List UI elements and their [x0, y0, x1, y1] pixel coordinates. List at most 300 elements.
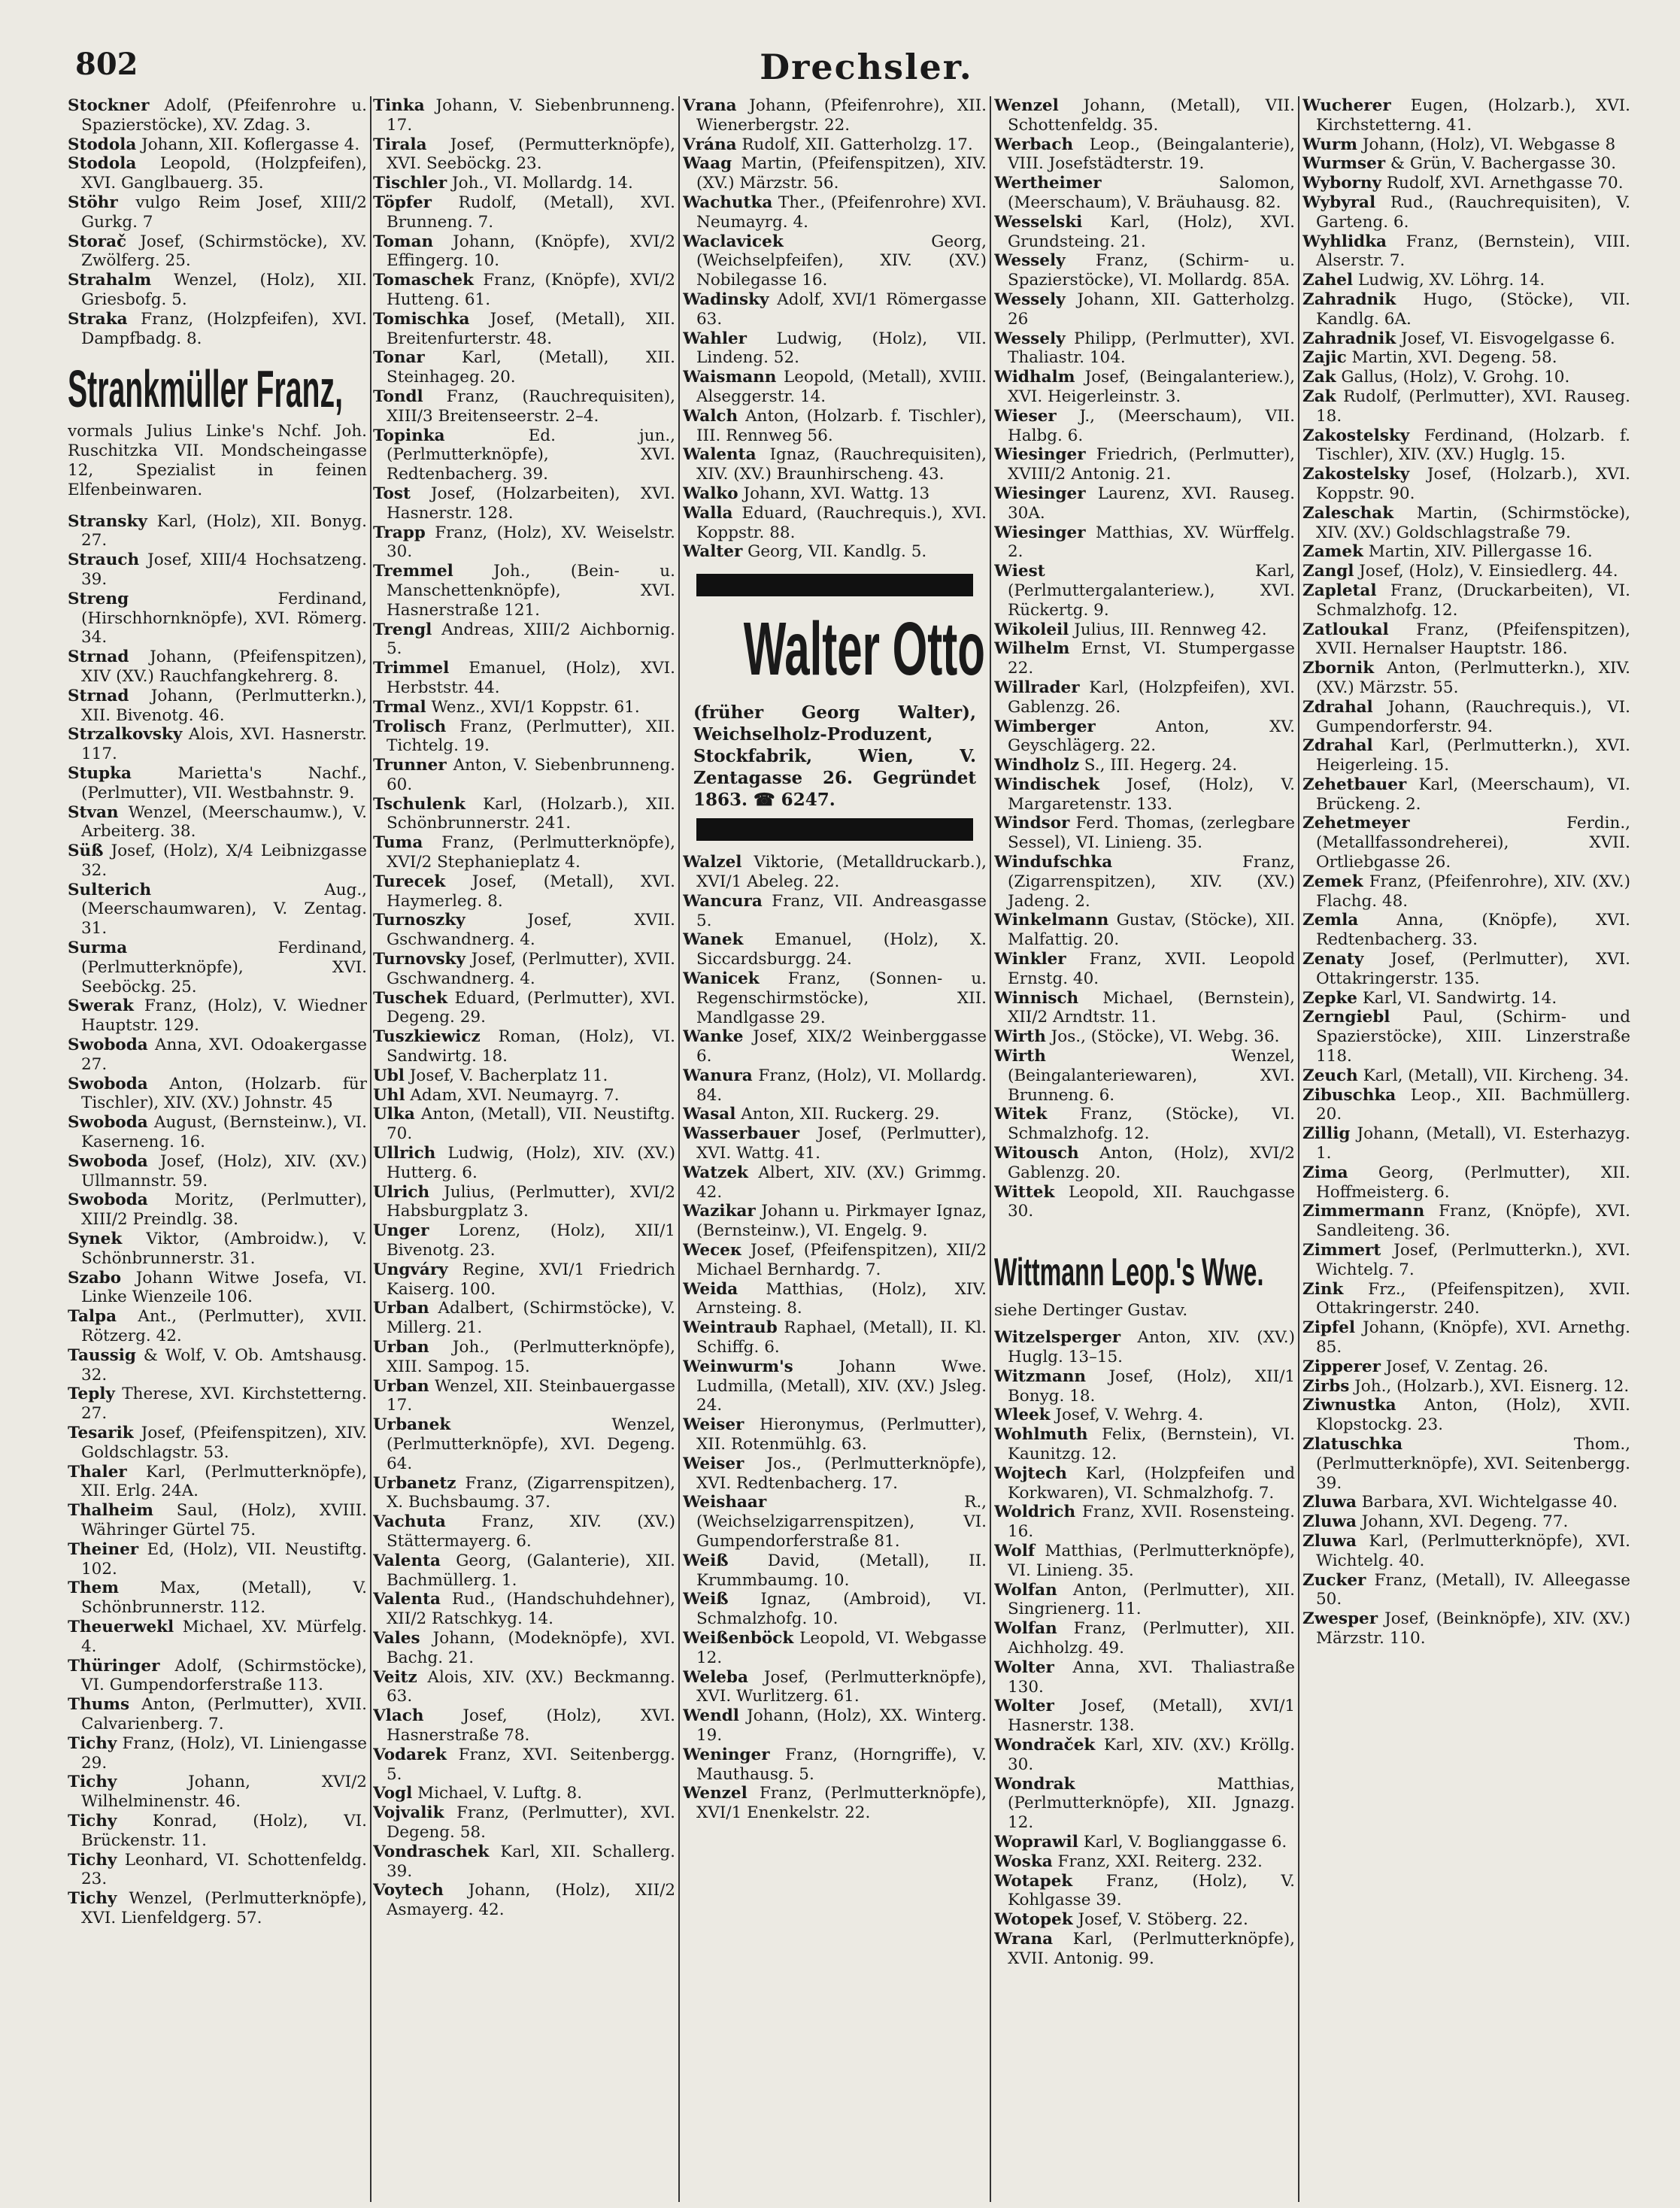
entry-name: Szabo [68, 1268, 122, 1287]
entry-name: Zehetmeyer [1302, 814, 1410, 833]
directory-entry [373, 620, 675, 660]
directory-entry [373, 348, 675, 387]
entry-name: Wurm [1302, 135, 1357, 154]
directory-entry [994, 368, 1295, 407]
directory-entry [994, 1463, 1295, 1503]
directory-entry [994, 96, 1295, 135]
entry-name: Woldrich [994, 1503, 1076, 1522]
directory-entry [994, 1852, 1295, 1872]
entry-name: Wirth [994, 1027, 1046, 1047]
directory-entry [373, 1881, 675, 1920]
directory-entry [1302, 154, 1630, 174]
entry-details: Johann, (Rauchrequis.), VI. Gumpendorferstr. 94. [1316, 697, 1630, 736]
entry-name: Trengl [373, 620, 432, 639]
entry-name: Zeuch [1302, 1066, 1358, 1085]
entry-details: Johann, (Knöpfe), XVI. Arnethg. 85. [1316, 1318, 1630, 1357]
entry-name: Surma [68, 939, 128, 958]
entry-name: Vlach [373, 1706, 424, 1726]
entry-name: Wyborny [1302, 174, 1381, 193]
entry-details: Franz, (Rauchrequisiten), XIII/3 Breitenseerstr. 2–4. [387, 387, 675, 426]
directory-entry [1302, 1163, 1630, 1203]
entry-details: Josef, (Perlmutter), XVII. Gschwandnerg. 4. [387, 950, 675, 988]
entry-name: Wleek [994, 1406, 1051, 1425]
entry-name: Weiß [683, 1590, 729, 1609]
entry-details: Johann, (Holz), XX. Winterg. 19. [696, 1706, 987, 1745]
entry-name: Tichy [68, 1733, 117, 1753]
directory-entry [683, 1784, 987, 1823]
entry-name: Zillig [1302, 1124, 1351, 1144]
directory-entry [68, 550, 367, 590]
entry-details: Michael, V. Luftg. 8. [412, 1784, 583, 1803]
directory-entry [373, 1376, 675, 1416]
entry-details: Karl, XIV. (XV.) Kröllg. 30. [1008, 1735, 1295, 1774]
entry-details: Leonhard, VI. Schottenfeldg. 23. [81, 1850, 367, 1889]
directory-entry [373, 484, 675, 523]
directory-entry [373, 1512, 675, 1551]
entry-name: Vogl [373, 1784, 413, 1803]
entry-details: Anton, (Perlmutter), XVII. Calvarienberg. 7. [81, 1695, 367, 1733]
entry-details: Wenzel, XII. Steinbauergasse 17. [387, 1376, 675, 1415]
entry-details: Julius, (Perlmutter), XVI/2 Habsburgplatz 3. [387, 1182, 675, 1221]
entry-details: Roman, (Holz), VI. Sandwirtg. 18. [387, 1027, 675, 1066]
entry-name: Toman [373, 232, 434, 251]
entry-name: Tschulenk [373, 794, 465, 814]
column-rule [370, 96, 371, 2202]
directory-entry [68, 1501, 367, 1540]
entry-details: Laurenz, XVI. Rauseg. 30A. [1008, 484, 1295, 523]
directory-entry [68, 232, 367, 271]
entry-name: Taussig [68, 1345, 136, 1365]
entry-details: Wenzel, (Perlmutterknöpfe), XVI. Degeng. 64. [387, 1415, 675, 1473]
entry-name: Tondl [373, 387, 423, 406]
directory-entry [683, 1124, 987, 1163]
entry-details: Jos., (Stöcke), VI. Webg. 36. [1045, 1027, 1280, 1047]
directory-entry [373, 1784, 675, 1803]
entry-details: Anna, (Knöpfe), XVI. Redtenbacherg. 33. [1316, 911, 1630, 950]
entry-details: Matthias, (Perlmutterknöpfe), VI. Linieng. 35. [1008, 1541, 1295, 1580]
directory-entry [68, 193, 367, 232]
entry-name: Stupka [68, 763, 132, 783]
entry-name: Witek [994, 1105, 1048, 1124]
directory-entry [68, 1151, 367, 1191]
directory-entry [683, 154, 987, 193]
entry-details: Johann Wwe. Ludmilla, (Metall), XIV. (XV.) Jsleg. 24. [696, 1357, 987, 1415]
entry-details: Wenzel, (Meerschaumw.), V. Arbeiterg. 38. [81, 802, 367, 842]
entry-details: Karl, (Perlmutterknöpfe), XII. Erlg. 24A. [81, 1462, 367, 1501]
entry-name: Wahler [683, 329, 748, 348]
entry-name: Tomischka [373, 309, 470, 329]
entry-details: Emanuel, (Holz), X. Siccardsburgg. 24. [696, 930, 987, 969]
entry-details: Anna, XVI. Thaliastraße 130. [1008, 1658, 1295, 1697]
entry-name: Zak [1302, 387, 1336, 406]
entry-details: Barbara, XVI. Wichtelgasse 40. [1356, 1493, 1618, 1512]
entry-details: Jos., (Perlmutterknöpfe), XVI. Redtenbacherg. 17. [696, 1454, 987, 1493]
directory-entry [994, 484, 1295, 523]
entry-details: Josef, (Holz), XVI. Hasnerstraße 78. [387, 1706, 675, 1745]
entry-details: Franz, (Perlmutter), XII. Tichtelg. 19. [387, 717, 675, 756]
entry-name: Tischler [373, 174, 447, 193]
entry-details: Rudolf, XVI. Arnethgasse 70. [1381, 174, 1624, 193]
directory-entry [373, 1745, 675, 1785]
directory-entry [683, 193, 987, 232]
entry-details: Franz, (Stöcke), VI. Schmalzhofg. 12. [1008, 1105, 1295, 1144]
entry-details: Friedrich, (Perlmutter), XVIII/2 Antonig. 21. [1008, 445, 1295, 484]
entry-name: Weceк [683, 1241, 742, 1260]
directory-entry [683, 1027, 987, 1066]
entry-name: Vrana [683, 96, 737, 115]
entry-details: Franz, (Druckarbeiten), VI. Schmalzhofg. 12. [1316, 581, 1630, 620]
entry-name: Uhl [373, 1085, 405, 1105]
directory-entry [373, 717, 675, 757]
directory-entry [68, 939, 367, 996]
entry-details: August, (Bernsteinw.), VI. Kaserneng. 16. [81, 1113, 367, 1152]
directory-entry [994, 212, 1295, 252]
entry-name: Tremmel [373, 562, 453, 581]
directory-entry [683, 969, 987, 1027]
entry-name: Wazikar [683, 1202, 756, 1221]
entry-name: Zirbs [1302, 1376, 1350, 1396]
entry-details: Franz, (Zigarrenspitzen), XIV. (XV.) Jadeng. 2. [1008, 853, 1295, 911]
entry-details: Therese, XVI. Kirchstetterng. 27. [81, 1385, 367, 1424]
entry-name: Zak [1302, 368, 1336, 387]
entry-name: Wanura [683, 1066, 753, 1085]
entry-details: Karl, (Perlmuttergalanteriew.), XVI. Rückertg. 9. [1008, 562, 1295, 620]
entry-name: Zima [1302, 1163, 1348, 1182]
entry-name: Tuschek [373, 988, 448, 1008]
entry-name: Stvan [68, 802, 119, 822]
entry-name: Wittek [994, 1182, 1055, 1202]
entry-name: Zluwa [1302, 1493, 1357, 1512]
directory-entry [373, 756, 675, 795]
entry-details: Viktor, (Ambroidw.), V. Schönbrunnerstr. 31. [81, 1230, 367, 1268]
entry-name: Zwesper [1302, 1609, 1378, 1629]
entry-details: Josef, XIII/4 Hochsatzeng. 39. [81, 550, 367, 589]
entry-name: Wolfan [994, 1619, 1057, 1639]
directory-entry [68, 802, 367, 842]
directory-entry [994, 620, 1295, 640]
directory-entry [373, 1415, 675, 1473]
directory-entry [373, 1085, 675, 1106]
directory-entry [1302, 1066, 1630, 1086]
entry-name: Wanicek [683, 969, 760, 988]
entry-name: Wachutka [683, 193, 773, 212]
directory-entry [994, 853, 1295, 911]
entry-details: Ed, (Holz), VII. Neustiftg. 102. [81, 1539, 367, 1579]
directory-entry [683, 135, 987, 155]
directory-entry [994, 950, 1295, 989]
entry-name: Witzmann [994, 1366, 1087, 1386]
entry-details: Josef, (Perlmutter), XVI. Ottakringerstr. 135. [1316, 950, 1630, 988]
directory-entry [373, 193, 675, 232]
directory-entry [68, 1656, 367, 1696]
entry-name: Weida [683, 1279, 738, 1299]
entry-details: Karl, (Meerschaum), VI. Brückeng. 2. [1316, 775, 1630, 814]
entry-name: Walter [683, 542, 743, 562]
entry-name: Wolf [994, 1541, 1036, 1560]
directory-entry [68, 1850, 367, 1890]
directory-entry [994, 1774, 1295, 1833]
entry-details: Rudolf, XII. Gatterholzg. 17. [736, 135, 973, 154]
entry-name: Wertheimer [994, 174, 1102, 193]
entry-name: Straka [68, 309, 128, 329]
entry-details: Emanuel, (Holz), XVI. Herbststr. 44. [387, 659, 675, 697]
directory-entry [68, 1889, 367, 1928]
entry-name: Strnad [68, 648, 129, 667]
entry-details: Franz, (Perlmutterknöpfe), XVI/1 Enenkelstr. 22. [696, 1784, 987, 1823]
directory-entry [683, 1163, 987, 1203]
entry-name: Tuma [373, 833, 423, 853]
entry-name: Veitz [373, 1667, 417, 1687]
directory-entry [68, 686, 367, 726]
entry-details: Johann, (Holz), XII/2 Asmayerg. 42. [387, 1881, 675, 1920]
entry-name: Thalheim [68, 1501, 153, 1521]
directory-entry [68, 996, 367, 1036]
entry-details: Josef, (Pfeifenspitzen), XII/2 Michael Bernhardg. 7. [696, 1241, 987, 1279]
entry-name: Wilhelm [994, 639, 1070, 659]
entry-name: Vojvalik [373, 1803, 444, 1823]
directory-entry [683, 1454, 987, 1494]
entry-details: Leopold, (Metall), XVIII. Alseggerstr. 14. [696, 368, 987, 406]
directory-entry [1302, 620, 1630, 660]
directory-entry [1302, 329, 1630, 349]
directory-entry [683, 1357, 987, 1415]
directory-entry [68, 154, 367, 193]
entry-name: Stransky [68, 511, 147, 531]
entry-name: Wikoleil [994, 620, 1069, 639]
entry-details: Josef, (Holz), V. Margaretenstr. 133. [1008, 775, 1295, 814]
entry-details: Eduard, (Perlmutter), XVI. Degeng. 29. [387, 988, 675, 1027]
entry-name: Werbach [994, 135, 1074, 154]
directory-entry [1302, 503, 1630, 543]
entry-name: Vales [373, 1628, 420, 1648]
entry-name: Zink [1302, 1279, 1344, 1299]
entry-name: Them [68, 1579, 120, 1598]
entry-name: Ullrich [373, 1144, 436, 1163]
directory-entry [68, 842, 367, 881]
entry-name: Trimmel [373, 659, 450, 678]
directory-entry [373, 1066, 675, 1086]
directory-entry [1302, 1241, 1630, 1280]
entry-name: Tinka [373, 96, 425, 115]
entry-details: Karl, (Perlmutterknöpfe), XVI. Wichtelg. 40. [1316, 1531, 1630, 1570]
entry-name: Urban [373, 1299, 429, 1318]
directory-entry [1302, 1085, 1630, 1125]
directory-entry [68, 1230, 367, 1269]
directory-entry [68, 1617, 367, 1657]
directory-entry [994, 135, 1295, 174]
directory-entry [373, 950, 675, 989]
entry-details: Franz, (Knöpfe), XVI/2 Hutteng. 61. [387, 271, 675, 309]
entry-name: Zakostelsky [1302, 426, 1410, 445]
entry-details: Philipp, (Perlmutter), XVI. Thaliastr. 104. [1008, 329, 1295, 368]
entry-name: Tichy [68, 1773, 117, 1792]
entry-details: Anton, XII. Ruckerg. 29. [735, 1105, 940, 1124]
directory-entry [373, 697, 675, 717]
entry-name: Wrana [994, 1929, 1054, 1949]
advertisement-text: (früher Georg Walter), Weichselholz-Produzent, Stockfabrik, Wien, V. Zentagasse 26. Gegründet 1863. ☎ 6247. [693, 702, 976, 811]
entry-name: Tesarik [68, 1424, 134, 1442]
entry-name: Wimberger [994, 717, 1096, 736]
entry-name: Zajic [1302, 348, 1347, 368]
directory-entry [68, 648, 367, 687]
column-4 [994, 96, 1295, 2202]
directory-entry [1302, 872, 1630, 911]
directory-entry [1302, 542, 1630, 562]
entry-name: Zaleschak [1302, 503, 1394, 523]
entry-details: Johann, (Pfeifenspitzen), XIV (XV.) Rauchfangkehrerg. 8. [81, 648, 367, 686]
directory-entry [683, 1318, 987, 1357]
entry-name: Urbanetz [373, 1473, 456, 1493]
entry-details: Johann, XII. Koflergasse 4. [136, 135, 360, 154]
column-rule [1298, 96, 1299, 2202]
entry-name: Wesselski [994, 212, 1083, 232]
entry-details: Franz, (Perlmutterknöpfe), XVI/2 Stephanieplatz 4. [387, 833, 675, 872]
directory-entry [994, 1580, 1295, 1620]
directory-entry [994, 562, 1295, 620]
directory-entry [1302, 775, 1630, 814]
entry-details: Karl, V. Boglianggasse 6. [1078, 1832, 1287, 1852]
directory-entry [373, 1105, 675, 1144]
entry-details: Anna, XVI. Odoakergasse 27. [81, 1036, 367, 1074]
entry-name: Valenta [373, 1590, 441, 1609]
entry-details: Franz, (Holz), V. Wiedner Hauptstr. 129. [81, 996, 367, 1036]
column-5 [1302, 96, 1630, 2202]
directory-entry [1302, 135, 1630, 155]
entry-name: Weiß [683, 1551, 729, 1570]
entry-details: Josef, V. Stöberg. 22. [1072, 1910, 1248, 1930]
directory-entry [994, 678, 1295, 717]
advertisement-bar [696, 818, 973, 841]
directory-entry [1302, 1531, 1630, 1571]
entry-details: Rud., (Rauchrequisiten), V. Garteng. 6. [1316, 193, 1630, 232]
entry-details: Franz, (Perlmutter), XII. Aichholzg. 49. [1008, 1619, 1295, 1658]
directory-entry [1302, 659, 1630, 698]
entry-details: Karl, (Holz), XII. Bonyg. 27. [81, 511, 367, 550]
directory-entry [994, 988, 1295, 1028]
entry-details: Ferdinand, (Perlmutterknöpfe), XVI. Seeböckg. 25. [81, 939, 367, 996]
advertisement-text: vormals Julius Linke's Nchf. Joh. Ruschitzka VII. Mondscheingasse 12, Spezialist in feinen Elfenbeinwaren. [68, 422, 367, 499]
entry-name: Süß [68, 842, 104, 861]
entry-details: Georg, (Galanterie), XII. Bachmüllerg. 1. [387, 1551, 675, 1590]
directory-entry [1302, 1376, 1630, 1397]
entry-details: Johann, (Metall), VI. Esterhazyg. 1. [1316, 1124, 1630, 1163]
directory-entry [683, 329, 987, 369]
directory-entry [373, 1667, 675, 1707]
entry-name: Wolter [994, 1697, 1054, 1716]
entry-name: Unger [373, 1221, 429, 1241]
entry-details: Franz, (Holzpfeifen), XVI. Dampfbadg. 8. [81, 309, 367, 348]
entry-name: Wiesinger [994, 445, 1086, 465]
entry-details: Marietta's Nachf., (Perlmutter), VII. Westbahnstr. 9. [81, 763, 367, 802]
directory-entry [994, 290, 1295, 329]
entry-details: Karl, VI. Sandwirtg. 14. [1357, 988, 1557, 1008]
entry-details: Josef, (Holz), XIV. (XV.) Ullmannstr. 59. [81, 1151, 367, 1190]
directory-entry [68, 1733, 367, 1773]
entry-name: Woprawil [994, 1832, 1078, 1852]
entry-details: Josef, (Perlmutterknöpfe), XVI. Wurlitzerg. 61. [696, 1667, 987, 1706]
entry-details: & Grün, V. Bachergasse 30. [1385, 154, 1617, 174]
directory-entry [68, 880, 367, 939]
directory-entry [373, 1260, 675, 1300]
directory-entry [68, 725, 367, 764]
entry-name: Urban [373, 1376, 429, 1396]
directory-entry [994, 174, 1295, 213]
entry-name: Trolisch [373, 717, 447, 736]
column-2 [373, 96, 675, 2202]
entry-details: Franz, (Zigarrenspitzen), X. Buchsbaumg. 37. [387, 1473, 675, 1512]
entry-details: Leop., XII. Bachmüllerg. 20. [1316, 1085, 1630, 1124]
entry-details: Adalbert, (Schirmstöcke), V. Millerg. 21. [387, 1299, 675, 1338]
directory-entry [373, 872, 675, 911]
entry-details: Ferdinand, (Hirschhornknöpfe), XVI. Römerg. 34. [81, 589, 367, 648]
entry-name: Widhalm [994, 368, 1075, 387]
directory-entry [1302, 1318, 1630, 1357]
entry-name: Zehetbauer [1302, 775, 1407, 794]
entry-details: Johann Witwe Josefa, VI. Linke Wienzeile 106. [81, 1268, 367, 1307]
entry-details: Moritz, (Perlmutter), XIII/2 Preindlg. 38. [81, 1190, 367, 1230]
entry-name: Tonar [373, 348, 425, 368]
directory-entry [994, 1929, 1295, 1969]
directory-entry [373, 911, 675, 950]
entry-details: Josef, V. Wehrg. 4. [1050, 1406, 1204, 1425]
directory-entry [683, 232, 987, 290]
directory-entry [1302, 1493, 1630, 1512]
directory-entry [1302, 736, 1630, 775]
entry-details: Johann u. Pirkmayer Ignaz, (Bernsteinw.), VI. Engelg. 9. [696, 1202, 987, 1241]
page-header [75, 47, 1657, 99]
entry-name: Walla [683, 503, 733, 523]
directory-entry [68, 96, 367, 135]
directory-entry [1302, 348, 1630, 368]
entry-name: Tirala [373, 135, 427, 154]
entry-details: Anton, (Metall), VII. Neustiftg. 70. [387, 1105, 675, 1144]
entry-name: Tuszkiewicz [373, 1027, 481, 1047]
directory-entry [68, 763, 367, 803]
entry-details: Johann, (Metall), VII. Schottenfeldg. 35. [1008, 96, 1295, 135]
entry-details: Johann, (Perlmutterkn.), XII. Bivenotg. 46. [81, 686, 367, 725]
directory-entry [373, 426, 675, 484]
directory-entry [1302, 232, 1630, 271]
entry-details: Anton, (Holzarb. für Tischler), XIV. (XV.) Johnstr. 45 [81, 1074, 367, 1113]
directory-entry [1302, 1124, 1630, 1163]
entry-name: Wasserbauer [683, 1124, 800, 1144]
entry-details: Georg, (Perlmutter), XII. Hoffmeisterg. 6. [1316, 1163, 1630, 1202]
entry-details: Karl, (Perlmutterkn.), XVI. Heigerleing. 15. [1316, 736, 1630, 775]
entry-details: Josef, (Metall), XII. Breitenfurterstr. 48. [387, 309, 675, 348]
entry-details: Ant., (Perlmutter), XVII. Rötzerg. 42. [81, 1307, 367, 1346]
entry-details: Josef, (Permutterknöpfe), XVI. Seeböckg. 23. [387, 135, 675, 174]
directory-entry [683, 368, 987, 407]
entry-name: Ulrich [373, 1182, 430, 1202]
entry-details: Josef, (Pfeifenspitzen), XIV. Goldschlagstr. 53. [81, 1424, 367, 1462]
directory-entry [1302, 988, 1630, 1008]
entry-name: Thaler [68, 1462, 127, 1482]
entry-name: Weishaar [683, 1493, 767, 1512]
entry-name: Walenta [683, 445, 757, 465]
entry-details: vulgo Reim Josef, XIII/2 Gurkg. 7 [81, 193, 367, 232]
directory-entry [373, 988, 675, 1028]
entry-details: Anton, (Holzarb. f. Tischler), III. Rennweg 56. [696, 406, 987, 445]
directory-entry [683, 1745, 987, 1785]
entry-name: Wolter [994, 1658, 1054, 1677]
entry-name: Zdrahal [1302, 697, 1373, 717]
directory-entry [373, 1338, 675, 1377]
directory-entry [1302, 1357, 1630, 1377]
entry-details: Alois, XVI. Hasnerstr. 117. [81, 725, 367, 764]
entry-details: Josef, (Schirmstöcke), XV. Zwölferg. 25. [81, 232, 367, 271]
entry-name: Wenzel [994, 96, 1059, 115]
entry-name: Zluwa [1302, 1531, 1357, 1551]
